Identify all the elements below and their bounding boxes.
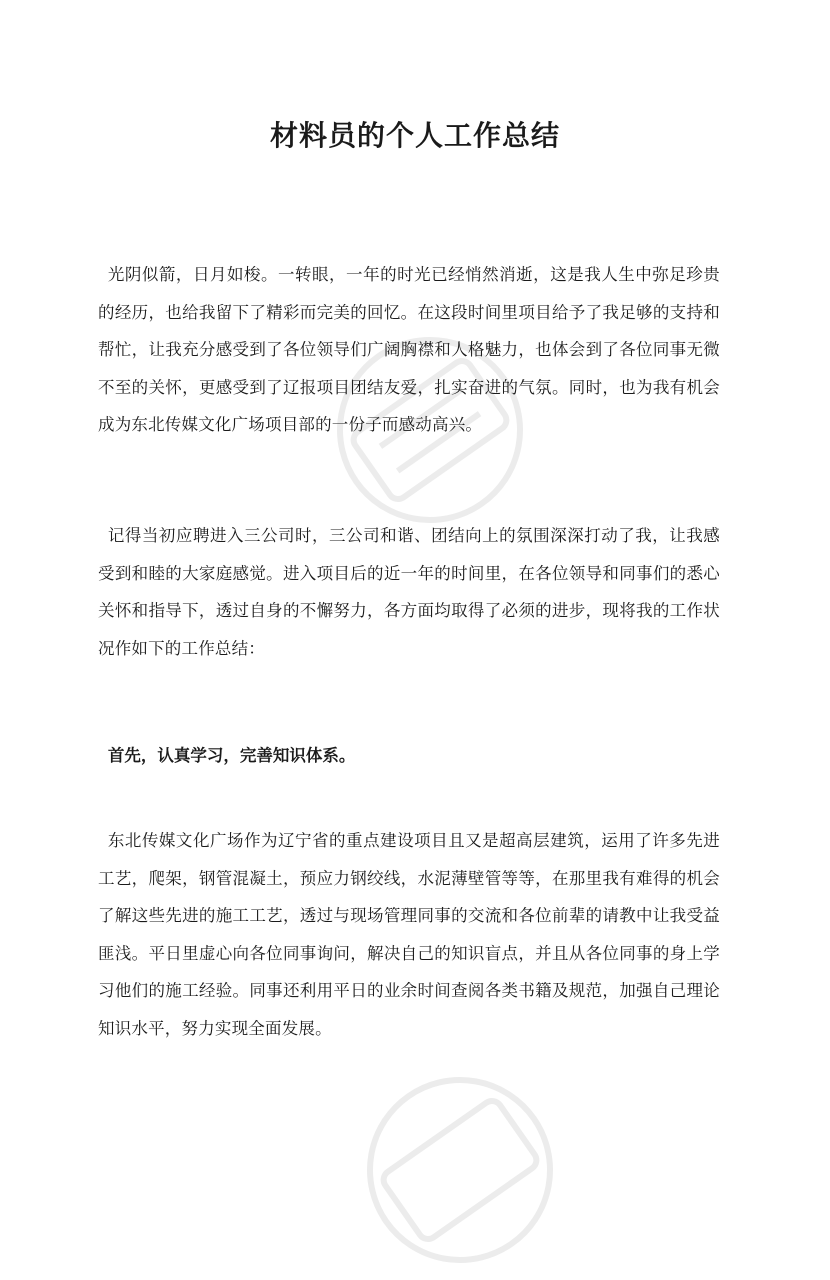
paragraph-intro: 光阴似箭，日月如梭。一转眼，一年的时光已经悄然消逝，这是我人生中弥足珍贵的经历，也给我留下了精彩而完美的回忆。在这段时间里项目给予了我足够的支持和帮忙，让我充分感受到了各位领导们广阔胸襟和人格魅力，也体会到了各位同事无微不至的关怀，更感受到了辽报项目团结友爱，扎实奋进的气氛。同时，也为我有机会成为东北传媒文化广场项目部的一份子而感动高兴。 (98, 265, 720, 434)
section-heading: 首先，认真学习，完善知识体系。 (107, 746, 356, 765)
paragraph-background: 记得当初应聘进入三公司时，三公司和谐、团结向上的氛围深深打动了我，让我感受到和睦的大家庭感觉。进入项目后的近一年的时间里，在各位领导和同事们的悉心关怀和指导下，透过自身的不懈努力，各方面均取得了必须的进步，现将我的工作状况作如下的工作总结： (98, 526, 720, 658)
page-title: 材料员的个人工作总结 (269, 119, 560, 152)
paragraph-learning: 东北传媒文化广场作为辽宁省的重点建设项目且又是超高层建筑，运用了许多先进工艺，爬架，钢管混凝土，预应力钢绞线，水泥薄壁管等等，在那里我有难得的机会了解这些先进的施工工艺，透过与现场管理同事的交流和各位前辈的请教中让我受益匪浅。平日里虚心向各位同事询问，解决自己的知识盲点，并且从各位同事的身上学习他们的施工经验。同事还利用平日的业余时间查阅各类书籍及规范，加强自己理论知识水平，努力实现全面发展。 (98, 831, 720, 1038)
watermark-logo-icon (330, 1060, 590, 1280)
